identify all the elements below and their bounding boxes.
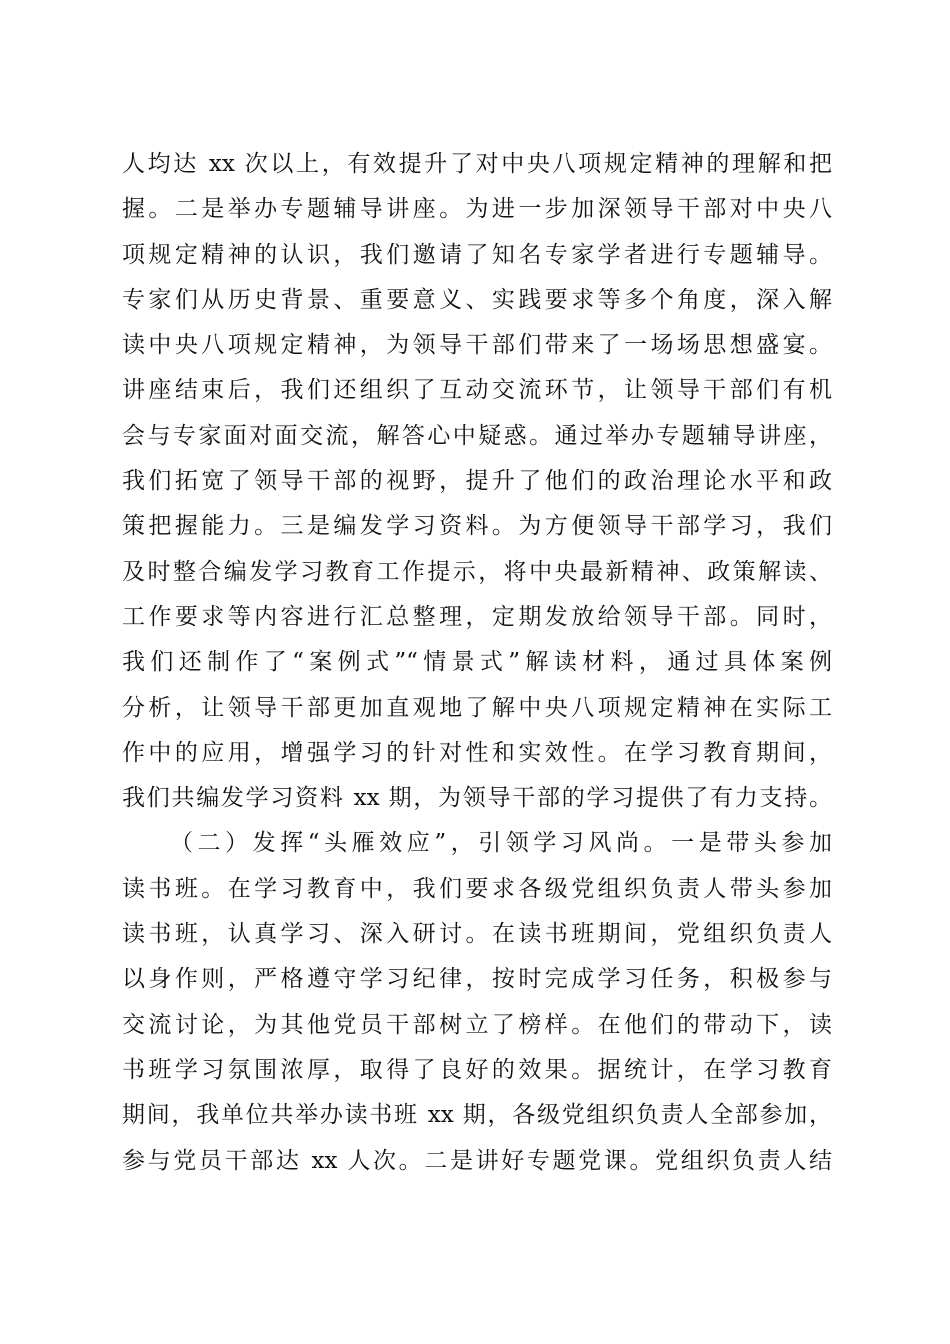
text-line: 读中央八项规定精神，为领导干部们带来了一场场思想盛宴。: [122, 332, 832, 359]
text-line: 及时整合编发学习教育工作提示，将中央最新精神、政策解读、: [122, 558, 832, 585]
text-line: 我们拓宽了领导干部的视野，提升了他们的政治理论水平和政: [122, 468, 832, 495]
text-line: 握。二是举办专题辅导讲座。为进一步加深领导干部对中央八: [122, 196, 832, 223]
text-line: 会与专家面对面交流，解答心中疑惑。通过举办专题辅导讲座，: [122, 422, 832, 449]
text-line: 我们还制作了“案例式”“情景式”解读材料，通过具体案例: [122, 649, 832, 676]
text-line: 交流讨论，为其他党员干部树立了榜样。在他们的带动下，读: [122, 1011, 832, 1038]
text-line: 书班学习氛围浓厚，取得了良好的效果。据统计，在学习教育: [122, 1056, 832, 1083]
text-line: 专家们从历史背景、重要意义、实践要求等多个角度，深入解: [122, 286, 832, 313]
text-line: 分析，让领导干部更加直观地了解中央八项规定精神在实际工: [122, 694, 832, 721]
text-line: 参与党员干部达 xx 人次。二是讲好专题党课。党组织负责人结: [122, 1147, 832, 1174]
text-line: 读书班。在学习教育中，我们要求各级党组织负责人带头参加: [122, 875, 832, 902]
text-line: 我们共编发学习资料 xx 期，为领导干部的学习提供了有力支持。: [122, 785, 832, 812]
text-line: 人均达 xx 次以上，有效提升了对中央八项规定精神的理解和把: [122, 151, 832, 177]
body-text: [122, 142, 832, 1184]
text-line: 讲座结束后，我们还组织了互动交流环节，让领导干部们有机: [122, 377, 832, 404]
section-heading-line: （二）发挥“头雁效应”，引领学习风尚。一是带头参加: [170, 830, 832, 857]
text-line: 项规定精神的认识，我们邀请了知名专家学者进行专题辅导。: [122, 241, 832, 268]
text-line: 作中的应用，增强学习的针对性和实效性。在学习教育期间，: [122, 739, 832, 766]
text-line: 策把握能力。三是编发学习资料。为方便领导干部学习，我们: [122, 513, 832, 540]
text-line: 读书班，认真学习、深入研讨。在读书班期间，党组织负责人: [122, 921, 832, 948]
text-line: 以身作则，严格遵守学习纪律，按时完成学习任务，积极参与: [122, 966, 832, 993]
text-line: 期间，我单位共举办读书班 xx 期，各级党组织负责人全部参加，: [122, 1102, 832, 1129]
text-line: 工作要求等内容进行汇总整理，定期发放给领导干部。同时，: [122, 603, 832, 630]
